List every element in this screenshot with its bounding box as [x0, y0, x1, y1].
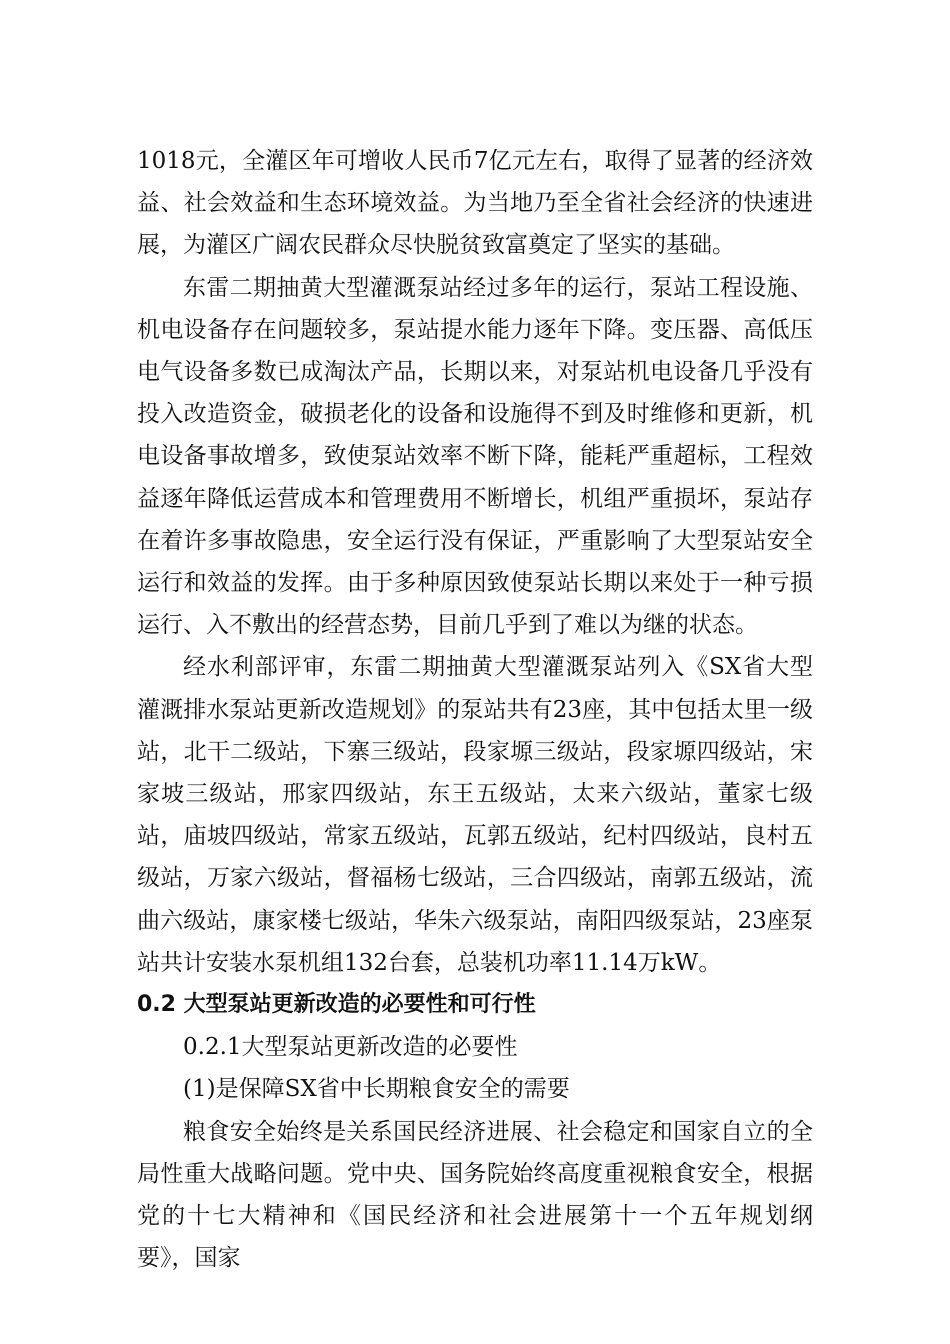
item-heading: (1)是保障SX省中长期粮食安全的需要: [183, 1076, 570, 1103]
paragraph-pump-station-problems: 东雷二期抽黄大型灌溉泵站经过多年的运行，泵站工程设施、机电设备存在问题较多，泵站提水能力逐年下降。变压器、高低压电气设备多数已成淘汰产品，长期以来，对泵站机电设备几乎没有投入改造资金，破损老化的设备和设施得不到及时维修和更新，机电设备事故增多，致使泵站效率不断下降，能耗严重超标，工程效益逐年降低运营成本和管理费用不断增长，机组严重损坏，泵站存在着许多事故隐患，安全运行没有保证，严重影响了大型泵站安全运行和效益的发挥。由于多种原因致使泵站长期以来处于一种亏损运行、入不敷出的经营态势，目前几乎到了难以为继的状态。: [137, 274, 813, 639]
paragraph-food-security: 粮食安全始终是关系国民经济进展、社会稳定和国家自立的全局性重大战略问题。党中央、国务院始终高度重视粮食安全，根据党的十七大精神和《国民经济和社会进展第十一个五年规划纲要》，国家: [137, 1118, 813, 1272]
paragraph-pump-station-list: 经水利部评审，东雷二期抽黄大型灌溉泵站列入《SX省大型灌溉排水泵站更新改造规划》的泵站共有23座，其中包括太里一级站，北干二级站，下寨三级站，段家塬三级站，段家塬四级站，宋家坡三级站，邢家四级站，东王五级站，太来六级站，董家七级站，庙坡四级站，常家五级站，瓦郭五级站，纪村四级站，良村五级站，万家六级站，督福杨七级站，三合四级站，南郭五级站，流曲六级站，康家楼七级站，华朱六级泵站，南阳四级泵站，23座泵站共计安装水泵机组132台套，总装机功率11.14万kW。: [137, 654, 813, 976]
paragraph-income-benefits: 1018元，全灌区年可增收人民币7亿元左右，取得了显著的经济效益、社会效益和生态环境效益。为当地乃至全省社会经济的快速进展，为灌区广阔农民群众尽快脱贫致富奠定了坚实的基础。: [137, 148, 813, 259]
section-heading: 0.2 大型泵站更新改造的必要性和可行性: [137, 992, 536, 1018]
document-body: [137, 140, 813, 1279]
subsection-heading: 0.2.1大型泵站更新改造的必要性: [183, 1034, 518, 1061]
